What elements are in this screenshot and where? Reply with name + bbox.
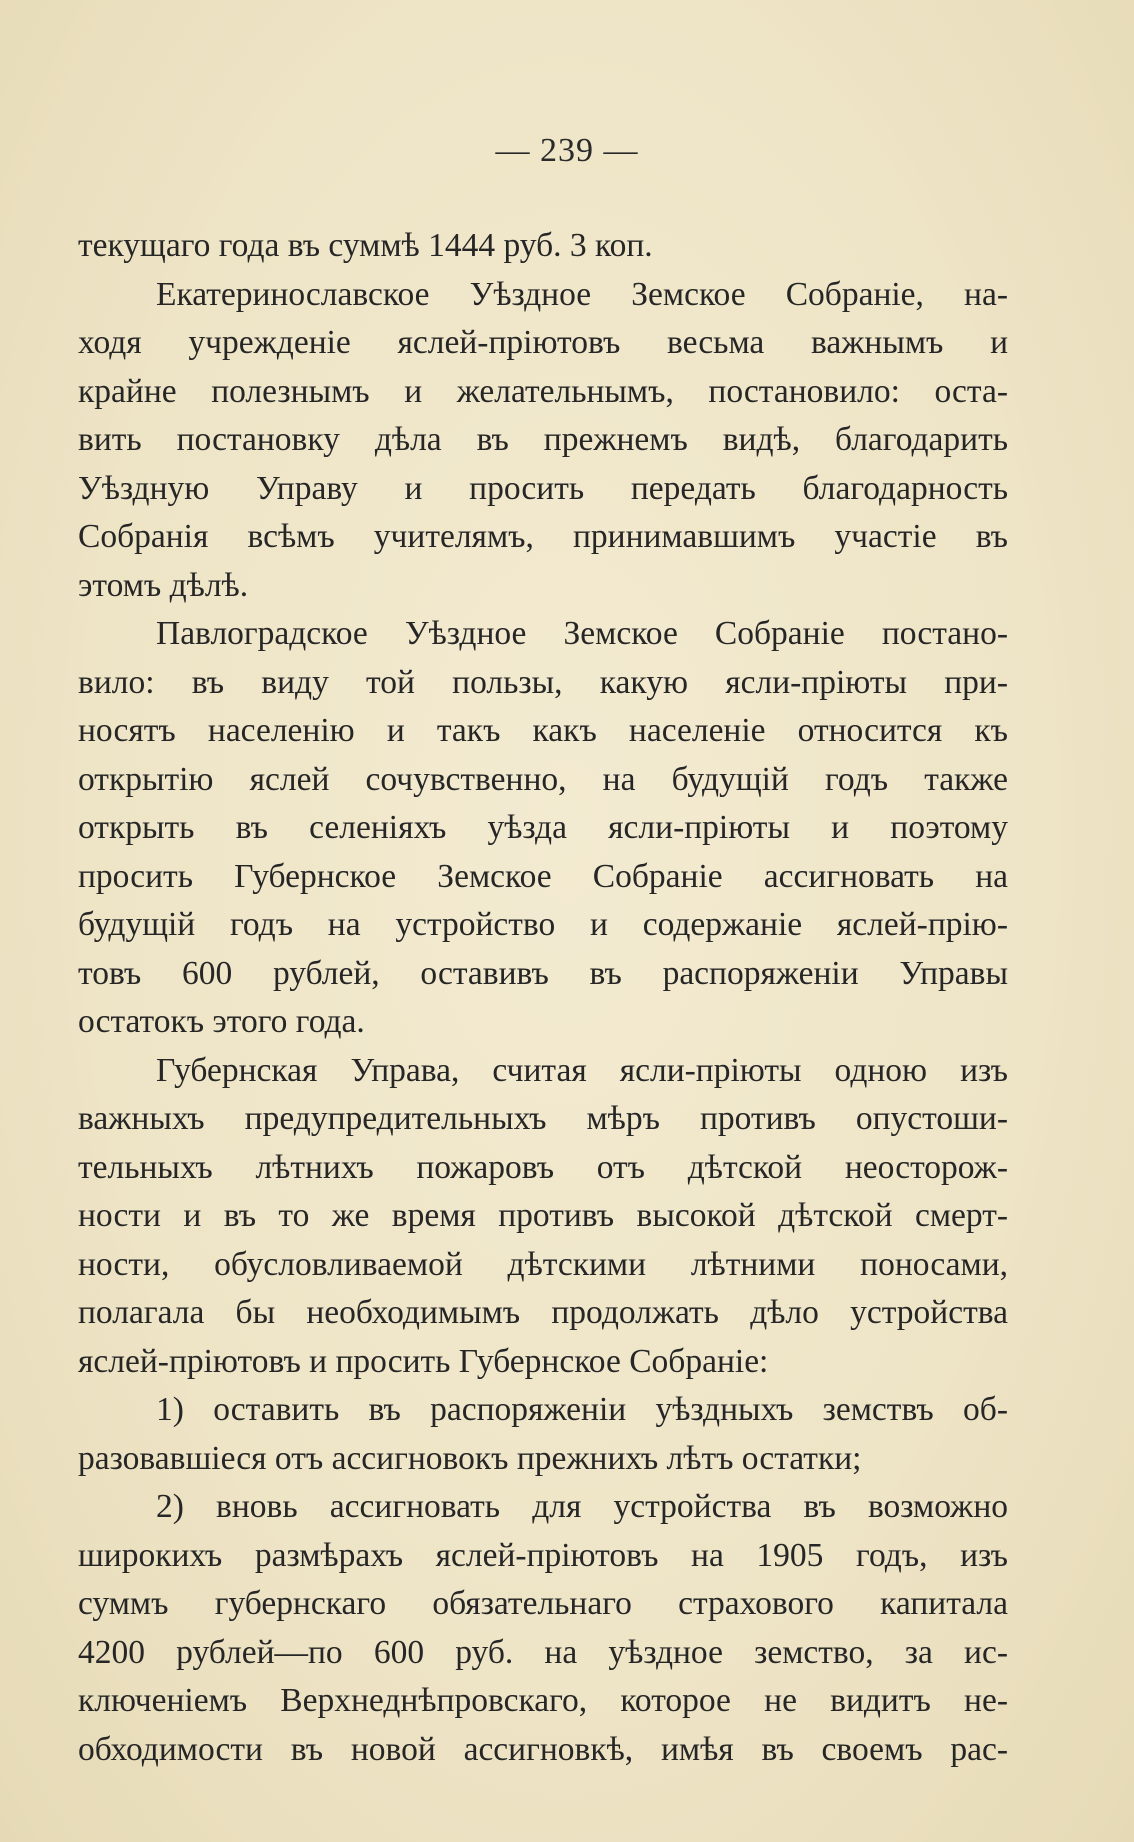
text-line: разовавшіеся отъ ассигновокъ прежнихъ лѣтъ остатки; [78, 1439, 862, 1477]
text-line: вило: въ виду той пользы, какую ясли-пріюты при- [78, 663, 1008, 701]
text-line: Собранія всѣмъ учителямъ, принимавшимъ участіе въ [78, 518, 1008, 555]
text-line: будущій годъ на устройство и содержаніе яслей-прію- [78, 906, 1008, 943]
text-line: Губернская Управа, считая ясли-пріюты одною изъ [156, 1051, 1008, 1089]
body-text [78, 222, 1008, 1774]
text-line: ности и въ то же время противъ высокой дѣтской смерт- [78, 1197, 1008, 1234]
text-line: открыть въ селеніяхъ уѣзда ясли-пріюты и поэтому [78, 809, 1008, 846]
text-line: полагала бы необходимымъ продолжать дѣло устройства [78, 1294, 1008, 1331]
text-line: открытію яслей сочувственно, на будущій годъ также [78, 760, 1008, 798]
text-line: 4200 рублей—по 600 руб. на уѣздное земство, за ис- [78, 1633, 1008, 1671]
text-line: тельныхъ лѣтнихъ пожаровъ отъ дѣтской неосторож- [78, 1148, 1008, 1186]
text-line: важныхъ предупредительныхъ мѣръ противъ опустоши- [78, 1100, 1008, 1137]
text-line: ключеніемъ Верхнеднѣпровскаго, которое не видитъ не- [78, 1682, 1008, 1719]
text-line: просить Губернское Земское Собраніе ассигновать на [78, 857, 1008, 895]
text-line: Павлоградское Уѣздное Земское Собраніе постано- [156, 615, 1008, 652]
text-line: широкихъ размѣрахъ яслей-пріютовъ на 1905 годъ, изъ [78, 1536, 1008, 1574]
text-line: Екатеринославское Уѣздное Земское Собраніе, на- [156, 275, 1008, 313]
text-line: суммъ губернскаго обязательнаго страхового капитала [78, 1585, 1008, 1622]
text-line: товъ 600 рублей, оставивъ въ распоряженіи Управы [78, 954, 1008, 992]
text-line: 2) вновь ассигновать для устройства въ возможно [156, 1488, 1008, 1525]
text-line: носятъ населенію и такъ какъ населеніе относится къ [78, 712, 1008, 749]
text-line: ности, обусловливаемой дѣтскими лѣтними поносами, [78, 1245, 1008, 1283]
text-line: остатокъ этого года. [78, 1003, 365, 1040]
text-line: обходимости въ новой ассигновкѣ, имѣя въ своемъ рас- [78, 1730, 1008, 1768]
text-line: Уѣздную Управу и просить передать благодарность [78, 469, 1008, 507]
text-line: 1) оставить въ распоряженіи уѣздныхъ земствъ об- [156, 1391, 1008, 1428]
text-line: ходя учрежденіе яслей-пріютовъ весьма важнымъ и [78, 324, 1008, 361]
text-line: крайне полезнымъ и желательнымъ, постановило: оста- [78, 372, 1008, 410]
text-line: вить постановку дѣла въ прежнемъ видѣ, благодарить [78, 421, 1008, 458]
text-line: яслей-пріютовъ и просить Губернское Собраніе: [78, 1342, 769, 1380]
page-number: — 239 — [495, 132, 639, 169]
text-line: текущаго года въ суммѣ 1444 руб. 3 коп. [78, 227, 653, 264]
text-line: этомъ дѣлѣ. [78, 566, 249, 604]
